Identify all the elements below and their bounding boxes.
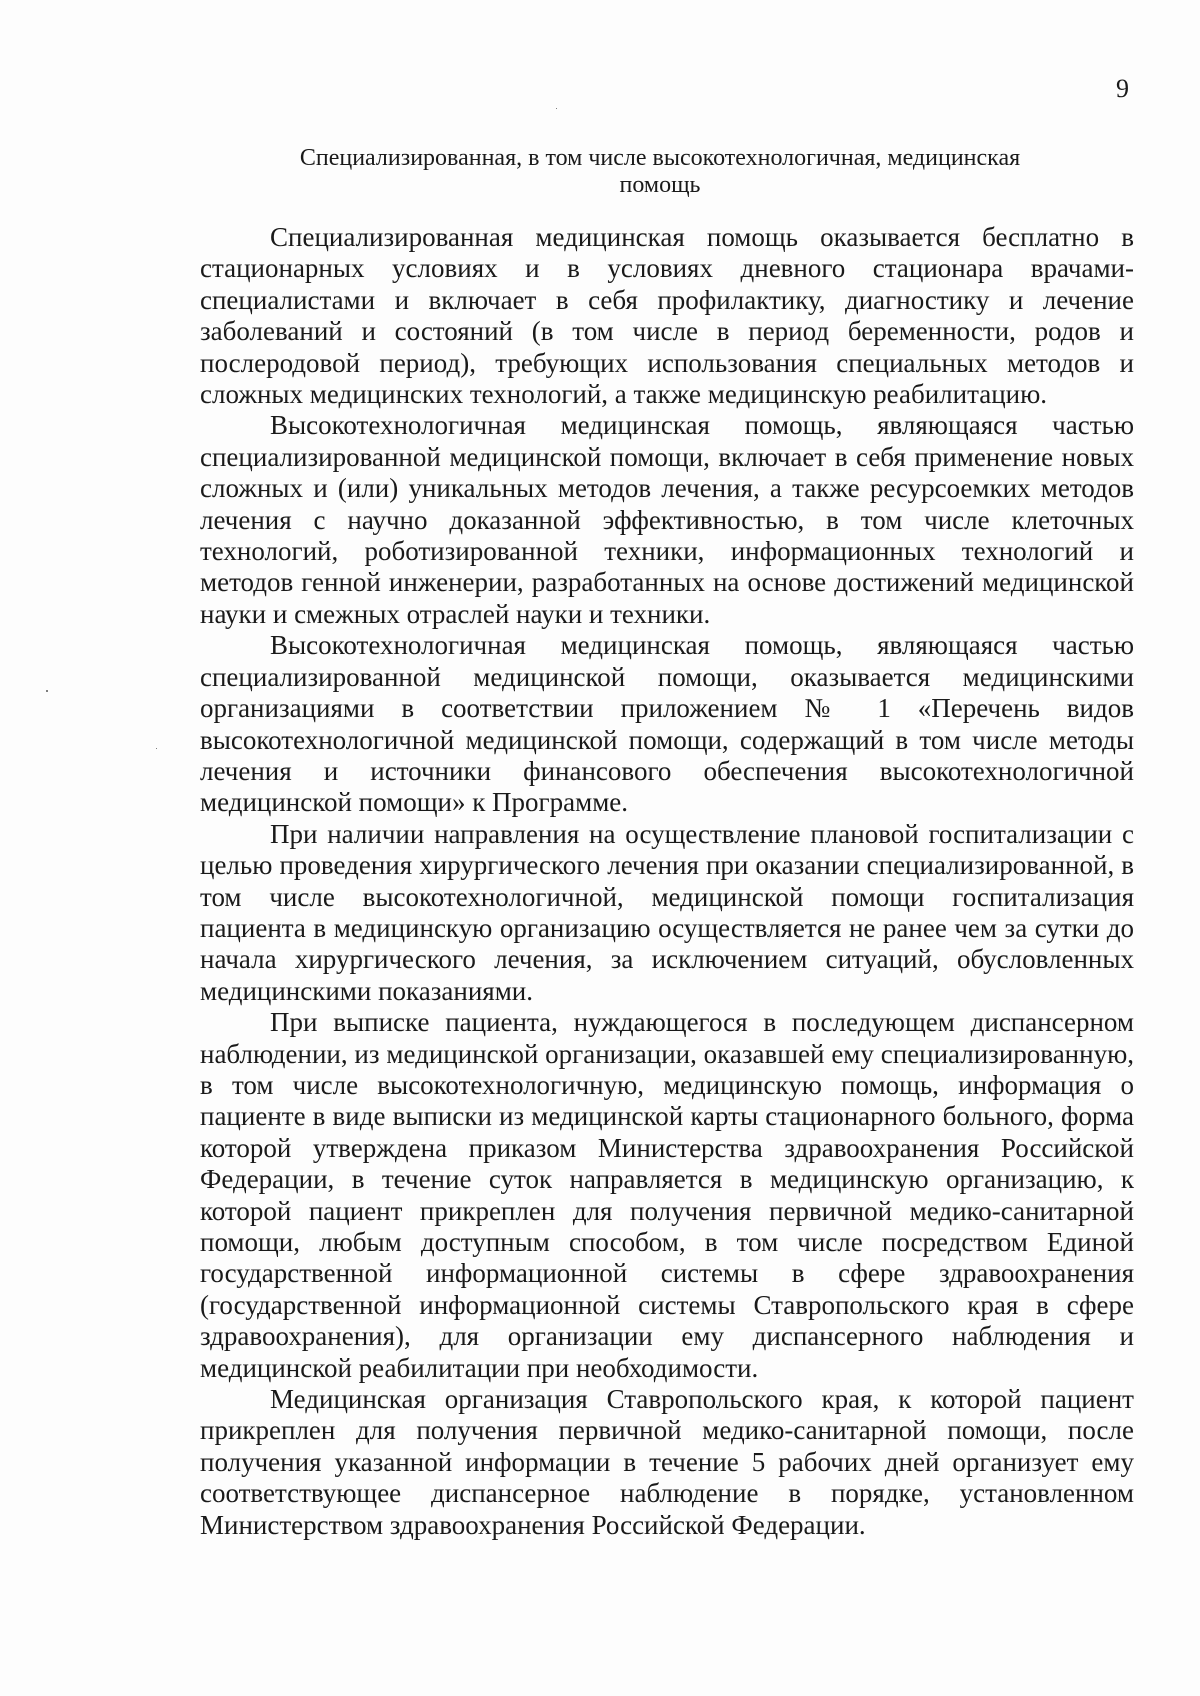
scan-speck xyxy=(156,748,157,749)
section-title-line-1: Специализированная, в том числе высокотехнологичная, медицинская xyxy=(299,145,1021,171)
scan-speck xyxy=(46,690,48,692)
paragraph-discharge-info: При выписке пациента, нуждающегося в последующем диспансерном наблюдении, из медицинской организации, оказавшей ему специализированную, в том числе высокотехнологичную, медицинскую помощь, информация о пациенте в виде выписки из медицинской карты стационарного больного, форма которой утверждена приказом Министерства здравоохранения Российской Федерации, в течение суток направляется в медицинскую организацию, к которой пациент прикреплен для получения первичной медико-санитарной помощи, любым доступным способом, в том числе посредством Единой государственной информационной системы в сфере здравоохранения (государственной информационной системы Ставропольского края в сфере здравоохранения), для организации ему диспансерного наблюдения и медицинской реабилитации при необходимости. xyxy=(200,1007,1134,1383)
scan-speck xyxy=(556,108,557,109)
body-text xyxy=(200,222,1134,1541)
paragraph-follow-up-observation: Медицинская организация Ставропольского края, к которой пациент прикреплен для получения первичной медико-санитарной помощи, после получения указанной информации в течение 5 рабочих дней организует ему соответствующее диспансерное наблюдение в порядке, установленном Министерством здравоохранения Российской Федерации. xyxy=(200,1384,1134,1540)
paragraph-planned-hospitalization: При наличии направления на осуществление плановой госпитализации с целью проведения хирургического лечения при оказании специализированной, в том числе высокотехнологичной, медицинской помощи госпитализация пациента в медицинскую организацию осуществляется не ранее чем за сутки до начала хирургического лечения, за исключением ситуаций, обусловленных медицинскими показаниями. xyxy=(200,818,1134,1006)
section-title-line-2: помощь xyxy=(619,172,701,198)
page-number: 9 xyxy=(1116,74,1129,103)
paragraph-high-tech-providers: Высокотехнологичная медицинская помощь, являющаяся частью специализированной медицинской помощи, оказывается медицинскими организациями в соответствии приложением № 1 «Перечень видов высокотехнологичной медицинской помощи, содержащий в том числе методы лечения и источники финансового обеспечения высокотехнологичной медицинской помощи» к Программе. xyxy=(200,630,1134,818)
paragraph-high-tech-definition: Высокотехнологичная медицинская помощь, являющаяся частью специализированной медицинской помощи, включает в себя применение новых сложных и (или) уникальных методов лечения, а также ресурсоемких методов лечения с научно доказанной эффективностью, в том числе клеточных технологий, роботизированной техники, информационных технологий и методов генной инженерии, разработанных на основе достижений медицинской науки и смежных отраслей науки и техники. xyxy=(200,410,1134,629)
section-title xyxy=(200,145,1120,199)
paragraph-specialized-care: Специализированная медицинская помощь оказывается бесплатно в стационарных условиях и в условиях дневного стационара врачами-специалистами и включает в себя профилактику, диагностику и лечение заболеваний и состояний (в том числе в период беременности, родов и послеродовой период), требующих использования специальных методов и сложных медицинских технологий, а также медицинскую реабилитацию. xyxy=(200,222,1134,410)
